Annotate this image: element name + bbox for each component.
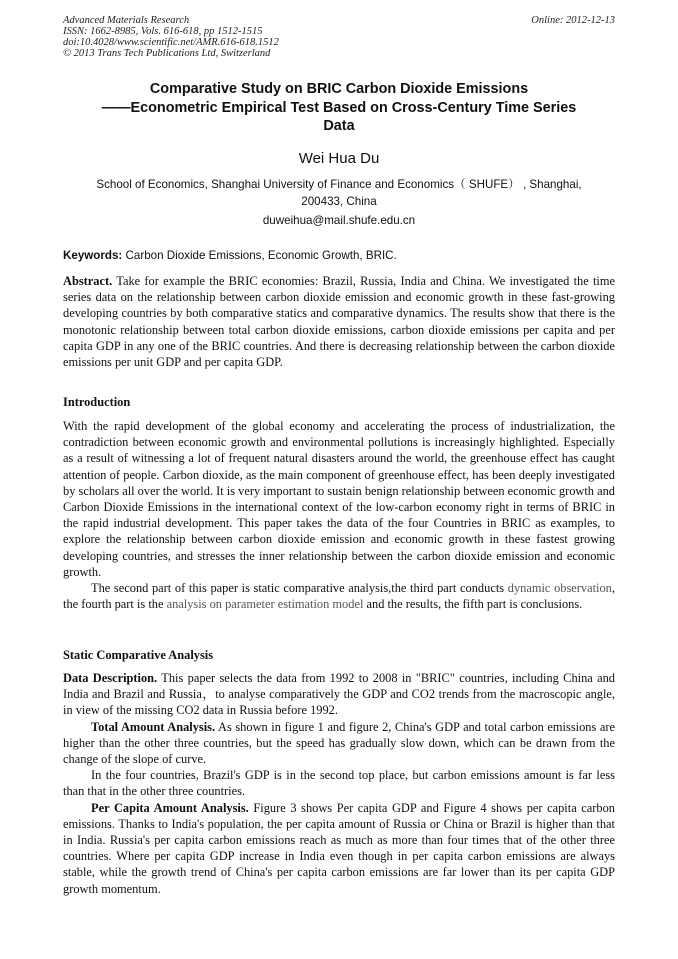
paper-title [63,80,615,136]
total-amount-text: As shown in figure 1 and figure 2, China's GDP and total carbon emissions are higher than the other three countries, but the speed has gradually slow down, which can be drawn from the change of the slope of curve. [63,719,615,767]
introduction-paragraph-1: With the rapid development of the global economy and accelerating the process of industrialization, the contradiction between economic growth and environmental pollutions is increasingly highlighted. Especially as a result of witnessing a lot of frequent natural disasters around the world, the greenhouse effect has caught attention of people. Carbon dioxide, as the main component of greenhouse effect, has been deeply investigated by scholars all over the world. It is very important to sustain benign relationship between economic growth and Carbon Dioxide Emissions in the international context of the low-carbon economy right in terms of BRIC in the rapid industrial development. This paper takes the data of the four Countries in BRIC as examples, to explore the relationship between carbon dioxide emission and economic growth in these fastest growing developing countries, and stresses the inner relationship between the carbon dioxide emission and economic growth. [63,419,615,579]
total-amount-paragraph [63,719,615,768]
total-amount-label: Total Amount Analysis. [91,719,216,734]
data-description-label: Data Description. [63,671,158,685]
copyright-line: © 2013 Trans Tech Publications Ltd, Switzerland [63,48,271,59]
intro-p2-part-e: and the results, the fifth part is conclusions. [363,597,583,612]
author-email: duweihua@mail.shufe.edu.cn [262,214,416,227]
journal-name: Advanced Materials Research [63,15,190,26]
affiliation-line-2: 200433, China [301,194,377,208]
intro-p2-parameter-analysis: analysis on parameter estimation model [166,597,364,612]
title-line-3: Data [323,118,355,134]
brazil-paragraph: In the four countries, Brazil's GDP is in the second top place, but carbon emissions amount is far less than that in the other three countries. [63,768,615,799]
data-description-paragraph [63,670,615,719]
abstract-label: Abstract. [63,274,113,288]
introduction-body [63,418,615,612]
affiliation [63,177,615,210]
doi-line: doi:10.4028/www.scientific.net/AMR.616-618.1512 [63,37,279,48]
introduction-paragraph-2 [63,580,615,612]
keywords-label: Keywords: [63,249,123,262]
keywords-text: Carbon Dioxide Emissions, Economic Growth, BRIC. [125,249,397,262]
title-line-2: ——Econometric Empirical Test Based on Cross-Century Time Series [101,99,577,116]
abstract-text: Take for example the BRIC economies: Brazil, Russia, India and China. We investigated the time series data on the relationship between carbon dioxide emission and economic growth in these fast-growing developing countries by both comparative statics and comparative dynamics. The results show that there is the monotonic relationship between total carbon dioxide emissions, carbon dioxide emissions per capita and per capita GDP in any one of the BRIC countries. And there is decreasing relationship between the carbon dioxide emissions per unit GDP and per capita GDP. [63,274,615,370]
per-capita-text: Figure 3 shows Per capita GDP and Figure 4 shows per capita carbon emissions. Thanks to India's population, the per capita amount of Russia or China or Brazil is higher than that in India. Russia's per capita carbon emissions reach as much as more than four times that of the other three countries. Where per capita GDP increase in India even though in per capita carbon emissions are always stable, while the growth trend of China's per capita carbon emissions are far lower than its per capita GDP growth momentum. [63,800,615,896]
abstract [63,273,615,370]
issn-line: ISSN: 1662-8985, Vols. 616-618, pp 1512-1515 [63,26,263,37]
static-analysis-heading: Static Comparative Analysis [63,648,214,662]
intro-p2-dynamic-observation: dynamic observation [507,581,612,596]
per-capita-paragraph [63,800,615,897]
title-line-1: Comparative Study on BRIC Carbon Dioxide Emissions [149,81,529,97]
intro-p2-part-c: , the fourth part is the [63,581,615,612]
keywords [63,249,615,262]
intro-p2-part-a: The second part of this paper is static comparative analysis,the third part conducts [91,581,508,596]
author-name: Wei Hua Du [298,150,380,167]
data-description-text: This paper selects the data from 1992 to 2008 in "BRIC" countries, including China and India and Brazil and Russia，to analyse comparatively the GDP and CO2 trends from the macroscopic angle, in view of the missing CO2 data in Russia before 1992. [63,671,615,718]
journal-header [63,15,615,59]
per-capita-label: Per Capita Amount Analysis. [91,800,249,815]
static-analysis-body [63,670,615,897]
introduction-heading: Introduction [63,395,131,409]
affiliation-line-1: School of Economics, Shanghai University of Finance and Economics（ SHUFE） , Shanghai, [96,178,582,191]
online-date: Online: 2012-12-13 [531,15,615,26]
